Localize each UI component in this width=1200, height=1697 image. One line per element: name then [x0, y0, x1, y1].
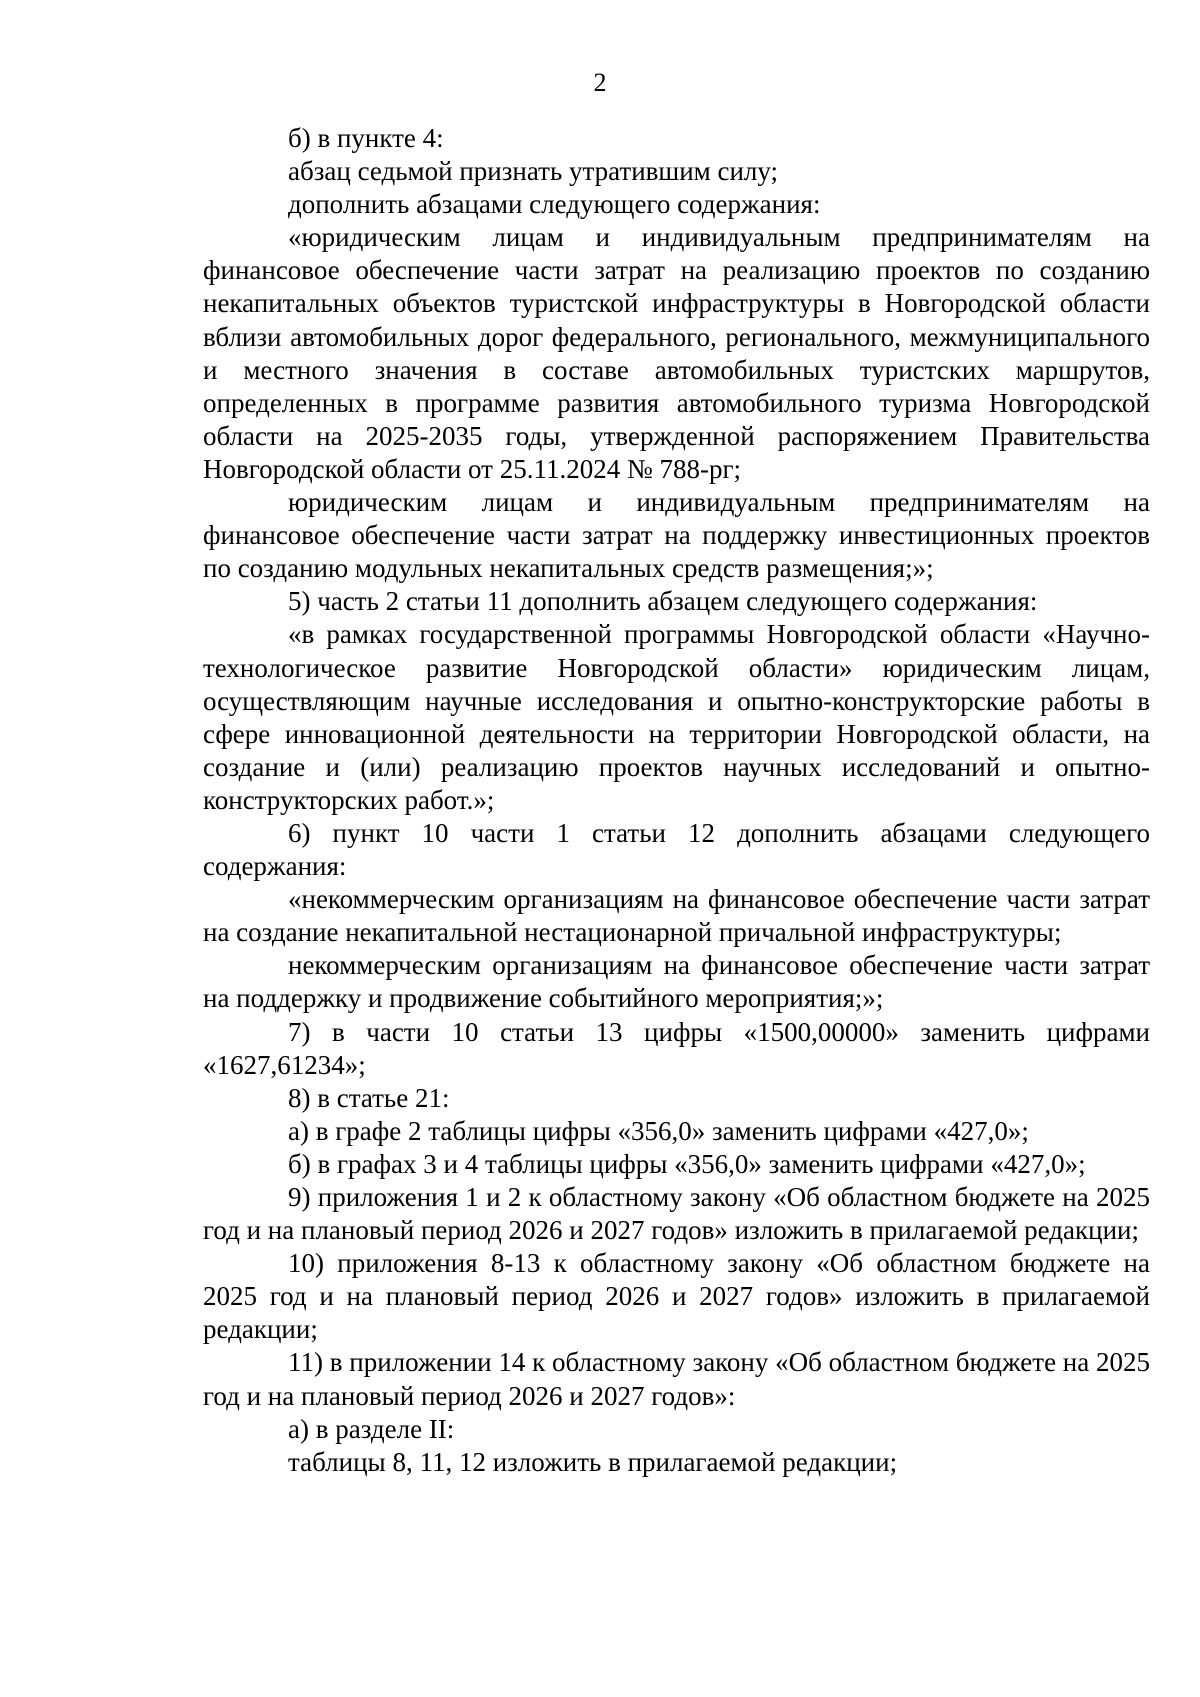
paragraph-15: 9) приложения 1 и 2 к областному закону «Об областном бюджете на 2025 год и на плановый период 2026 и 2027 годов» изложить в прилагаемой редакции; [203, 1182, 1150, 1246]
paragraph-8: 6) пункт 10 части 1 статьи 12 дополнить абзацами следующего содержания: [203, 817, 1150, 882]
page-number: 2 [593, 68, 607, 97]
paragraph-4: «юридическим лицам и индивидуальным предпринимателям на финансовое обеспечение части затрат на реализацию проектов по созданию некапитальных объектов туристской инфраструктуры в Новгородской области вблизи автомобильных дорог федерального, регионального, межмуниципального и местного значения в составе автомобильных туристских маршрутов, определенных в программе развития автомобильного туризма Новгородской области на 2025-2035 годы, утвержденной распоряжением Правительства Новгородской области от 25.11.2024 № 788-рг; [203, 222, 1150, 484]
paragraph-18: а) в разделе II: [288, 1413, 455, 1444]
document-body [203, 122, 1150, 1479]
paragraph-7: «в рамках государственной программы Новгородской области «Научно-технологическое развитие Новгородской области» юридическим лицам, осуществляющим научные исследования и опытно-конструкторские работы в сфере инновационной деятельности на территории Новгородской области, на создание и (или) реализацию проектов научных исследований и опытно-конструкторских работ.»; [203, 619, 1150, 815]
paragraph-16: 10) приложения 8-13 к областному закону «Об областном бюджете на 2025 год и на плановый период 2026 и 2027 годов» изложить в прилагаемой редакции; [203, 1248, 1150, 1345]
paragraph-11: 7) в части 10 статьи 13 цифры «1500,00000» заменить цифрами «1627,61234»; [203, 1016, 1150, 1080]
paragraph-17: 11) в приложении 14 к областному закону «Об областном бюджете на 2025 год и на плановый период 2026 и 2027 годов»: [203, 1347, 1150, 1411]
paragraph-1: б) в пункте 4: [288, 123, 444, 153]
paragraph-2: абзац седьмой признать утратившим силу; [288, 156, 779, 187]
paragraph-13: а) в графе 2 таблицы цифры «356,0» заменить цифрами «427,0»; [288, 1115, 1029, 1146]
paragraph-5: юридическим лицам и индивидуальным предпринимателям на финансовое обеспечение части затрат на поддержку инвестиционных проектов по созданию модульных некапитальных средств размещения;»; [203, 487, 1150, 584]
paragraph-14: б) в графах 3 и 4 таблицы цифры «356,0» заменить цифрами «427,0»; [288, 1148, 1086, 1179]
paragraph-12: 8) в статье 21: [288, 1082, 450, 1113]
paragraph-3: дополнить абзацами следующего содержания: [288, 189, 821, 220]
paragraph-9: «некоммерческим организациям на финансовое обеспечение части затрат на создание некапитальной нестационарной причальной инфраструктуры; [203, 884, 1150, 948]
paragraph-19: таблицы 8, 11, 12 изложить в прилагаемой редакции; [288, 1446, 898, 1477]
paragraph-6: 5) часть 2 статьи 11 дополнить абзацем следующего содержания: [288, 586, 1038, 617]
paragraph-10: некоммерческим организациям на финансовое обеспечение части затрат на поддержку и продвижение событийного мероприятия;»; [203, 950, 1150, 1014]
